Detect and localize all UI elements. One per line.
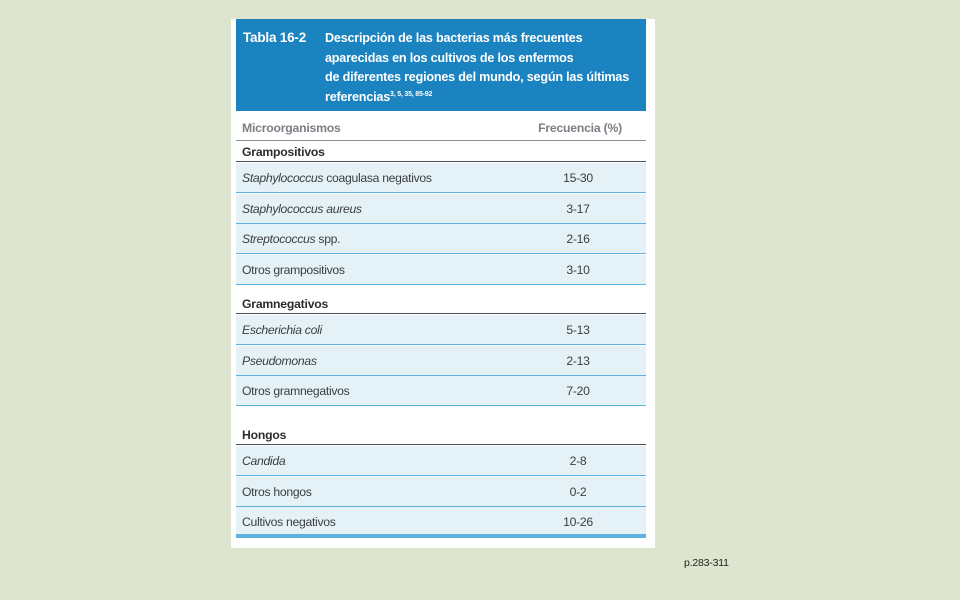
page-reference: p.283-311 [684,557,729,569]
frequency-value: 15-30 [563,171,593,185]
table-title-text: referencias [325,89,391,104]
microorganism-name-italic: Streptococcus [242,232,316,246]
section-label: Gramnegativos [242,297,329,311]
microorganism-name-italic: Staphylococcus [242,171,324,185]
microorganism-name-italic: Pseudomonas [242,353,317,368]
table-row [236,477,646,507]
table-row [236,446,646,476]
frequency-value: 7-20 [566,384,590,398]
frequency-value: 2-16 [566,232,590,246]
table-row [236,163,646,193]
table-row [236,346,646,376]
microorganism-name [242,354,317,368]
table-label: Tabla 16-2 [243,30,307,45]
microorganism-name-italic: Escherichia coli [242,323,322,337]
table-row [236,224,646,254]
column-header-row [236,116,646,141]
microorganism-name [242,202,362,216]
microorganism-name [242,485,312,499]
microorganism-name [242,384,349,398]
table-title-line: de diferentes regiones del mundo, según las últimas [325,70,630,84]
frequency-value: 2-8 [569,454,587,468]
microorganism-name-plain: Otros hongos [242,484,312,499]
microorganism-name [242,171,432,185]
table-banner [236,19,646,111]
column-header-frequency: Frecuencia (%) [538,121,622,135]
table-row [236,255,646,285]
section-header [236,295,646,314]
microorganism-name [242,263,345,277]
frequency-value: 5-13 [566,323,590,337]
table-title-line: Descripción de las bacterias más frecuentes [325,31,583,45]
microorganism-name [242,454,285,468]
table-title-references: 3, 5, 35, 85-92 [390,90,433,98]
table-row [236,315,646,345]
microorganism-name-plain: coagulasa negativos [323,171,432,185]
microorganism-name-italic: Candida [242,454,286,468]
section-header [236,143,646,162]
frequency-value: 2-13 [566,353,590,368]
microorganism-name-plain: Otros gramnegativos [242,384,350,398]
column-header-microorganisms: Microorganismos [242,121,341,135]
frequency-value: 3-10 [566,262,590,277]
table-row [236,376,646,406]
table-card [231,19,655,548]
table-row [236,194,646,224]
microorganism-name-italic: Staphylococcus aureus [242,201,362,216]
frequency-value: 0-2 [569,484,587,499]
microorganism-name [242,515,336,529]
table-title [325,29,643,107]
table-title-line [325,88,643,108]
frequency-value: 3-17 [566,201,590,216]
microorganism-name [242,232,340,246]
section-label: Grampositivos [242,145,325,159]
microorganism-name-plain: spp. [315,232,341,246]
microorganism-name [242,323,322,337]
microorganism-name-plain: Cultivos negativos [242,515,336,529]
microorganism-name-plain: Otros grampositivos [242,262,345,277]
table-title-line: aparecidas en los cultivos de los enfermos [325,50,574,65]
table-row [236,507,646,538]
section-header [236,426,646,445]
section-label: Hongos [242,428,287,442]
frequency-value: 10-26 [563,515,593,529]
